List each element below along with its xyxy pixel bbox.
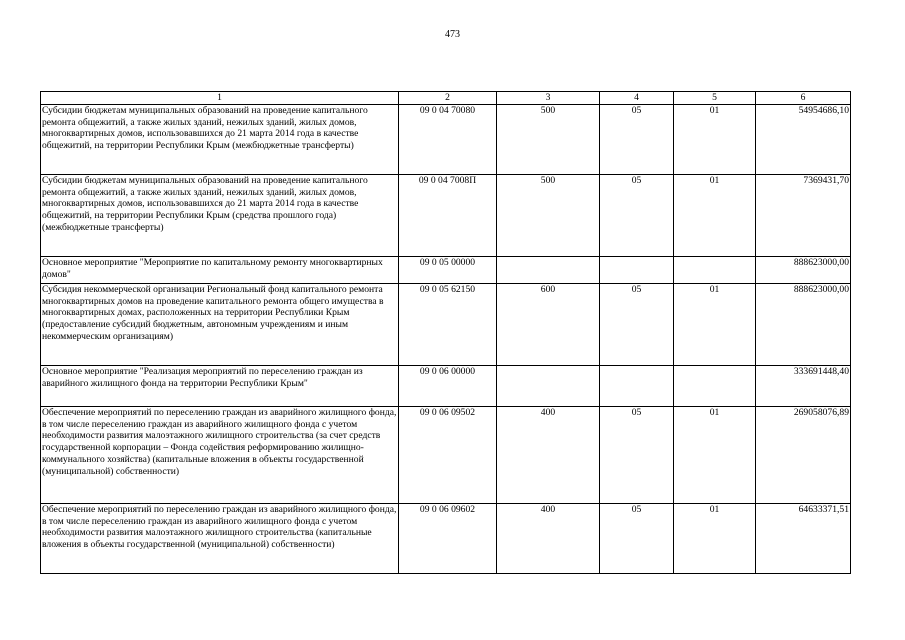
row-sum-cell: 54954686,10 [756,105,851,175]
row-name-cell: Субсидии бюджетам муниципальных образований на проведение капитального ремонта общежитий, а также жилых зданий, нежилых зданий, жилых домов, многоквартирных домов, использовавшихся до 21 марта 2014 года в качестве общежитий, на территории Республики Крым (средства прошлого года) (межбюджетные трансферты) [41,175,399,257]
row-vr-cell: 500 [497,105,600,175]
table-row [41,284,851,366]
table-row [41,257,851,284]
row-code-cell: 09 0 05 62150 [399,284,497,366]
row-pr-cell [674,366,756,407]
row-vr-cell: 600 [497,284,600,366]
table-row [41,175,851,257]
row-code-cell: 09 0 06 09602 [399,504,497,574]
row-name-cell: Обеспечение мероприятий по переселению граждан из аварийного жилищного фонда, в том числе переселению граждан из аварийного жилищного фонда с учетом необходимости развития малоэтажного жилищного строительства (капитальные вложения в объекты государственной (муниципальной) собственности) [41,504,399,574]
row-code-cell: 09 0 04 70080 [399,105,497,175]
row-rz-cell: 05 [600,504,674,574]
row-sum-cell: 64633371,51 [756,504,851,574]
table-header-row [41,92,851,105]
row-code-cell: 09 0 06 09502 [399,407,497,504]
row-rz-cell: 05 [600,407,674,504]
row-vr-cell: 400 [497,407,600,504]
row-rz-cell [600,366,674,407]
page-number: 473 [445,29,460,40]
column-header: 2 [399,92,497,105]
row-rz-cell: 05 [600,105,674,175]
column-header: 1 [41,92,399,105]
row-pr-cell: 01 [674,175,756,257]
column-header: 3 [497,92,600,105]
column-header: 5 [674,92,756,105]
table-row [41,504,851,574]
row-code-cell: 09 0 04 7008П [399,175,497,257]
column-header: 6 [756,92,851,105]
row-vr-cell [497,257,600,284]
row-name-cell: Субсидия некоммерческой организации Региональный фонд капитального ремонта многоквартирных домов на проведение капитального ремонта общего имущества в многоквартирных домах, расположенных на территории Республики Крым (предоставление субсидий бюджетным, автономным учреждениям и иным некоммерческим организациям) [41,284,399,366]
row-name-cell: Основное мероприятие "Мероприятие по капитальному ремонту многоквартирных домов" [41,257,399,284]
row-vr-cell [497,366,600,407]
table-row [41,407,851,504]
table-row [41,105,851,175]
row-sum-cell: 333691448,40 [756,366,851,407]
row-code-cell: 09 0 05 00000 [399,257,497,284]
row-name-cell: Обеспечение мероприятий по переселению граждан из аварийного жилищного фонда, в том числе переселению граждан из аварийного жилищного фонда с учетом необходимости развития малоэтажного жилищного строительства (за счет средств государственной корпорации – Фонда содействия реформированию жилищно-коммунального хозяйства) (капитальные вложения в объекты государственной (муниципальной) собственности) [41,407,399,504]
row-rz-cell: 05 [600,284,674,366]
row-pr-cell: 01 [674,284,756,366]
row-rz-cell [600,257,674,284]
row-code-cell: 09 0 06 00000 [399,366,497,407]
row-name-cell: Основное мероприятие "Реализация мероприятий по переселению граждан из аварийного жилищного фонда на территории Республики Крым" [41,366,399,407]
column-header: 4 [600,92,674,105]
row-vr-cell: 500 [497,175,600,257]
row-pr-cell: 01 [674,504,756,574]
row-sum-cell: 888623000,00 [756,284,851,366]
table-row [41,366,851,407]
budget-table [40,91,851,574]
row-vr-cell: 400 [497,504,600,574]
row-pr-cell: 01 [674,105,756,175]
row-pr-cell: 01 [674,407,756,504]
row-sum-cell: 7369431,70 [756,175,851,257]
row-rz-cell: 05 [600,175,674,257]
row-name-cell: Субсидии бюджетам муниципальных образований на проведение капитального ремонта общежитий, а также жилых зданий, нежилых зданий, жилых домов, многоквартирных домов, использовавшихся до 21 марта 2014 года в качестве общежитий, на территории Республики Крым (межбюджетные трансферты) [41,105,399,175]
row-sum-cell: 888623000,00 [756,257,851,284]
row-pr-cell [674,257,756,284]
row-sum-cell: 269058076,89 [756,407,851,504]
